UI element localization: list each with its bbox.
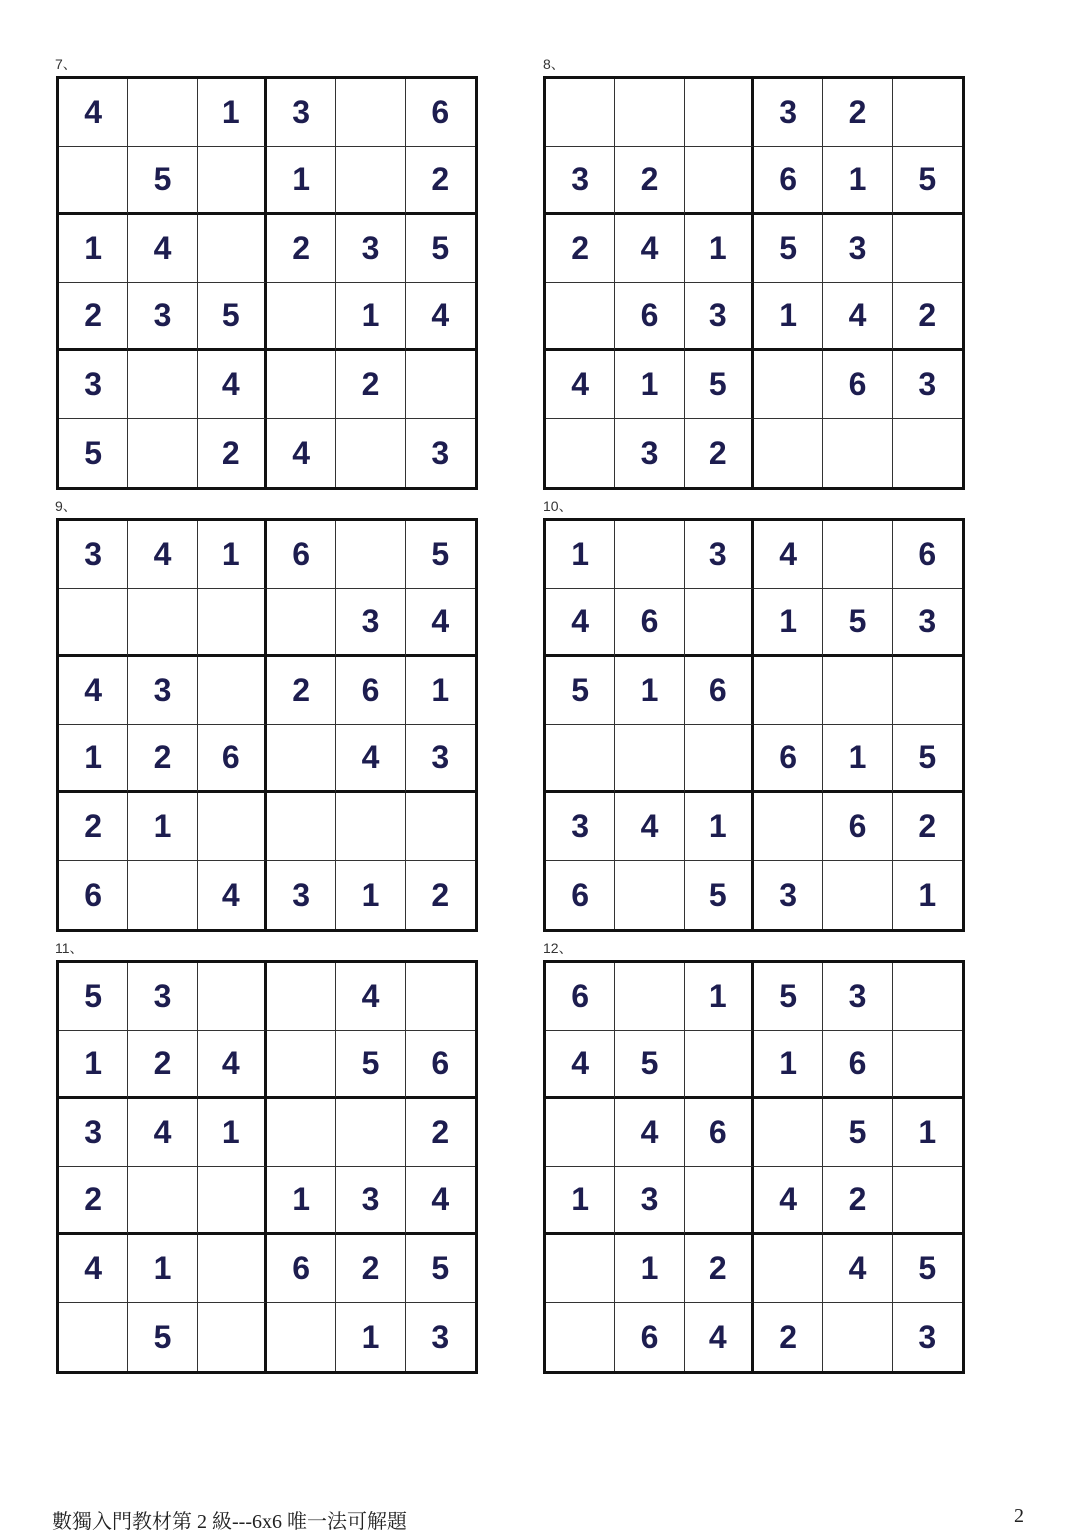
sudoku-cell [685, 589, 754, 657]
sudoku-cell: 4 [615, 793, 684, 861]
puzzle-label-10: 10、 [543, 498, 573, 514]
sudoku-cell [59, 589, 128, 657]
sudoku-cell [267, 1031, 336, 1099]
sudoku-cell: 2 [685, 1235, 754, 1303]
sudoku-cell [685, 147, 754, 215]
sudoku-cell: 1 [754, 283, 823, 351]
sudoku-cell [128, 419, 197, 487]
puzzle-label-12: 12、 [543, 940, 573, 956]
sudoku-cell: 6 [406, 1031, 475, 1099]
sudoku-cell [198, 589, 267, 657]
sudoku-cell [685, 1167, 754, 1235]
sudoku-cell: 5 [893, 147, 962, 215]
puzzle-label-9: 9、 [55, 498, 77, 514]
sudoku-cell: 5 [893, 725, 962, 793]
sudoku-cell: 1 [685, 215, 754, 283]
sudoku-grid-11 [56, 960, 478, 1374]
sudoku-cell [267, 793, 336, 861]
sudoku-cell: 1 [128, 793, 197, 861]
sudoku-cell: 3 [59, 521, 128, 589]
sudoku-cell: 4 [615, 215, 684, 283]
sudoku-cell: 1 [754, 1031, 823, 1099]
sudoku-cell: 5 [546, 657, 615, 725]
sudoku-cell [336, 1099, 405, 1167]
sudoku-cell: 4 [336, 963, 405, 1031]
sudoku-cell: 5 [59, 963, 128, 1031]
sudoku-cell [893, 1031, 962, 1099]
sudoku-cell [893, 79, 962, 147]
sudoku-cell: 3 [893, 351, 962, 419]
sudoku-cell [893, 419, 962, 487]
sudoku-cell: 4 [198, 1031, 267, 1099]
sudoku-cell: 3 [893, 589, 962, 657]
sudoku-cell: 2 [406, 147, 475, 215]
sudoku-cell: 5 [406, 1235, 475, 1303]
sudoku-cell: 6 [685, 657, 754, 725]
sudoku-cell [546, 1303, 615, 1371]
sudoku-cell: 1 [615, 1235, 684, 1303]
sudoku-cell: 3 [128, 963, 197, 1031]
sudoku-cell: 2 [431, 876, 450, 913]
sudoku-cell: 2 [128, 1031, 197, 1099]
sudoku-cell: 2 [754, 1303, 823, 1371]
sudoku-cell: 1 [546, 521, 615, 589]
sudoku-cell: 3 [128, 283, 197, 351]
sudoku-cell: 4 [198, 351, 267, 419]
sudoku-cell: 1 [754, 589, 823, 657]
sudoku-cell: 4 [406, 589, 475, 657]
sudoku-cell: 4 [754, 521, 823, 589]
sudoku-cell: 3 [59, 1099, 128, 1167]
sudoku-cell: 2 [267, 657, 336, 725]
sudoku-cell [823, 419, 892, 487]
sudoku-cell: 4 [615, 1099, 684, 1167]
sudoku-cell: 4 [406, 1167, 475, 1235]
sudoku-cell [59, 147, 128, 215]
sudoku-cell [128, 861, 197, 929]
sudoku-cell: 2 [406, 1099, 475, 1167]
sudoku-cell: 6 [685, 1099, 754, 1167]
sudoku-cell [546, 725, 615, 793]
sudoku-cell: 5 [685, 351, 754, 419]
sudoku-grid-12 [543, 960, 965, 1374]
sudoku-cell: 1 [546, 1167, 615, 1235]
sudoku-cell [198, 1235, 267, 1303]
sudoku-cell [267, 351, 336, 419]
sudoku-cell [615, 963, 684, 1031]
sudoku-cell: 1 [128, 1235, 197, 1303]
sudoku-cell: 1 [198, 79, 267, 147]
page-number: 2 [1014, 1505, 1024, 1527]
sudoku-cell [893, 215, 962, 283]
sudoku-cell: 1 [336, 861, 405, 929]
sudoku-cell: 6 [615, 1303, 684, 1371]
sudoku-cell: 3 [336, 589, 405, 657]
sudoku-cell [823, 657, 892, 725]
sudoku-cell [198, 1303, 267, 1371]
sudoku-cell [267, 1099, 336, 1167]
sudoku-cell [267, 283, 336, 351]
sudoku-cell: 5 [406, 215, 475, 283]
sudoku-cell [406, 351, 475, 419]
sudoku-cell: 3 [336, 215, 405, 283]
sudoku-cell: 5 [198, 283, 267, 351]
sudoku-cell: 4 [754, 1167, 823, 1235]
sudoku-cell: 5 [59, 419, 128, 487]
sudoku-cell: 6 [267, 1235, 336, 1303]
sudoku-cell: 5 [685, 861, 754, 929]
sudoku-cell: 3 [823, 963, 892, 1031]
sudoku-cell: 4 [546, 1031, 615, 1099]
sudoku-cell: 3 [431, 434, 450, 471]
sudoku-cell: 2 [59, 283, 128, 351]
sudoku-cell: 4 [685, 1303, 754, 1371]
sudoku-cell [336, 419, 405, 487]
sudoku-cell: 6 [406, 79, 475, 147]
sudoku-cell: 2 [336, 351, 405, 419]
sudoku-cell: 1 [59, 215, 128, 283]
sudoku-cell [615, 861, 684, 929]
sudoku-cell: 6 [615, 283, 684, 351]
sudoku-cell: 6 [823, 351, 892, 419]
sudoku-cell: 3 [267, 79, 336, 147]
sudoku-cell: 6 [615, 589, 684, 657]
sudoku-cell: 5 [823, 1099, 892, 1167]
sudoku-cell: 5 [823, 589, 892, 657]
sudoku-cell [267, 1303, 336, 1371]
sudoku-cell: 5 [754, 215, 823, 283]
sudoku-cell [198, 793, 267, 861]
sudoku-cell [336, 793, 405, 861]
sudoku-cell: 3 [615, 419, 684, 487]
sudoku-grid-7 [56, 76, 478, 490]
sudoku-cell [893, 963, 962, 1031]
sudoku-cell: 4 [546, 351, 615, 419]
sudoku-cell: 4 [336, 725, 405, 793]
sudoku-cell: 3 [754, 861, 823, 929]
sudoku-cell: 4 [406, 283, 475, 351]
sudoku-cell: 2 [546, 215, 615, 283]
sudoku-cell [754, 351, 823, 419]
sudoku-cell: 6 [546, 963, 615, 1031]
sudoku-cell [406, 963, 475, 1031]
sudoku-cell [615, 521, 684, 589]
sudoku-cell: 6 [336, 657, 405, 725]
sudoku-cell: 1 [685, 793, 754, 861]
sudoku-cell: 3 [918, 1318, 937, 1355]
sudoku-cell [754, 657, 823, 725]
puzzle-label-8: 8、 [543, 56, 565, 72]
sudoku-cell [336, 147, 405, 215]
sudoku-cell: 1 [918, 876, 937, 913]
sudoku-cell: 1 [59, 1031, 128, 1099]
sudoku-cell: 1 [823, 725, 892, 793]
sudoku-cell: 3 [431, 1318, 450, 1355]
sudoku-cell [198, 963, 267, 1031]
sudoku-cell: 3 [685, 521, 754, 589]
sudoku-cell [615, 79, 684, 147]
sudoku-cell: 2 [823, 79, 892, 147]
sudoku-cell [546, 1099, 615, 1167]
sudoku-cell: 6 [823, 793, 892, 861]
sudoku-cell [754, 1099, 823, 1167]
sudoku-cell: 6 [267, 521, 336, 589]
sudoku-cell [893, 1167, 962, 1235]
sudoku-grid-8 [543, 76, 965, 490]
sudoku-grid-9 [56, 518, 478, 932]
sudoku-cell: 2 [336, 1235, 405, 1303]
sudoku-cell: 3 [823, 215, 892, 283]
sudoku-cell: 2 [893, 793, 962, 861]
sudoku-cell [685, 79, 754, 147]
sudoku-cell: 6 [754, 147, 823, 215]
sudoku-cell: 5 [336, 1031, 405, 1099]
sudoku-cell [685, 1031, 754, 1099]
sudoku-cell [267, 725, 336, 793]
sudoku-cell [336, 521, 405, 589]
sudoku-cell: 6 [754, 725, 823, 793]
sudoku-cell: 2 [198, 419, 267, 487]
sudoku-cell: 1 [615, 657, 684, 725]
sudoku-cell: 5 [128, 147, 197, 215]
footer-title: 數獨入門教材第 2 級---6x6 唯一法可解題 [52, 1511, 407, 1533]
sudoku-cell: 4 [823, 283, 892, 351]
sudoku-cell [546, 419, 615, 487]
sudoku-cell: 2 [893, 283, 962, 351]
sudoku-cell [267, 589, 336, 657]
sudoku-cell: 2 [128, 725, 197, 793]
sudoku-cell: 5 [406, 521, 475, 589]
sudoku-cell [685, 725, 754, 793]
sudoku-cell: 3 [128, 657, 197, 725]
sudoku-cell [754, 793, 823, 861]
sudoku-cell: 5 [754, 963, 823, 1031]
sudoku-cell: 3 [336, 1167, 405, 1235]
sudoku-cell: 3 [546, 793, 615, 861]
sudoku-cell: 4 [267, 419, 336, 487]
sudoku-cell: 1 [267, 147, 336, 215]
sudoku-cell: 1 [198, 521, 267, 589]
sudoku-cell: 6 [198, 725, 267, 793]
sudoku-cell: 2 [59, 1167, 128, 1235]
sudoku-cell: 4 [128, 521, 197, 589]
sudoku-cell [128, 79, 197, 147]
sudoku-cell [406, 793, 475, 861]
sudoku-grid-10 [543, 518, 965, 932]
sudoku-cell: 3 [406, 725, 475, 793]
sudoku-cell: 6 [893, 521, 962, 589]
sudoku-cell [336, 79, 405, 147]
sudoku-cell [754, 1235, 823, 1303]
sudoku-cell: 2 [685, 419, 754, 487]
sudoku-cell: 3 [267, 861, 336, 929]
sudoku-cell [546, 283, 615, 351]
sudoku-cell [128, 351, 197, 419]
sudoku-cell: 1 [198, 1099, 267, 1167]
sudoku-cell [128, 1167, 197, 1235]
sudoku-cell: 4 [59, 657, 128, 725]
sudoku-cell [267, 963, 336, 1031]
sudoku-cell: 2 [615, 147, 684, 215]
sudoku-cell: 1 [336, 283, 405, 351]
sudoku-cell: 4 [59, 79, 128, 147]
sudoku-cell: 4 [546, 589, 615, 657]
sudoku-cell: 1 [615, 351, 684, 419]
sudoku-cell [546, 79, 615, 147]
sudoku-cell: 5 [615, 1031, 684, 1099]
sudoku-cell: 6 [59, 861, 128, 929]
sudoku-cell: 5 [128, 1303, 197, 1371]
sudoku-cell [823, 1303, 892, 1371]
sudoku-cell [823, 521, 892, 589]
sudoku-cell: 3 [754, 79, 823, 147]
sudoku-cell: 1 [406, 657, 475, 725]
sudoku-cell: 1 [685, 963, 754, 1031]
sudoku-cell: 1 [59, 725, 128, 793]
sudoku-cell: 3 [59, 351, 128, 419]
sudoku-cell: 6 [823, 1031, 892, 1099]
sudoku-cell [59, 1303, 128, 1371]
sudoku-cell: 4 [823, 1235, 892, 1303]
puzzle-label-7: 7、 [55, 56, 77, 72]
sudoku-cell [198, 147, 267, 215]
sudoku-cell: 4 [128, 215, 197, 283]
sudoku-cell: 5 [893, 1235, 962, 1303]
sudoku-cell: 1 [267, 1167, 336, 1235]
sudoku-cell: 3 [546, 147, 615, 215]
sudoku-cell: 3 [615, 1167, 684, 1235]
sudoku-cell: 2 [823, 1167, 892, 1235]
sudoku-cell [546, 1235, 615, 1303]
sudoku-cell [823, 861, 892, 929]
sudoku-cell: 4 [128, 1099, 197, 1167]
sudoku-cell: 1 [336, 1303, 405, 1371]
puzzle-label-11: 11、 [55, 940, 84, 956]
sudoku-cell [128, 589, 197, 657]
sudoku-cell: 4 [59, 1235, 128, 1303]
sudoku-cell: 3 [685, 283, 754, 351]
sudoku-cell: 1 [823, 147, 892, 215]
sudoku-cell: 4 [198, 861, 267, 929]
sudoku-cell [198, 215, 267, 283]
sudoku-cell [893, 657, 962, 725]
sudoku-cell [198, 657, 267, 725]
sudoku-cell: 1 [893, 1099, 962, 1167]
sudoku-cell [754, 419, 823, 487]
sudoku-cell [615, 725, 684, 793]
sudoku-cell: 2 [267, 215, 336, 283]
sudoku-cell: 2 [59, 793, 128, 861]
sudoku-cell: 6 [546, 861, 615, 929]
sudoku-cell [198, 1167, 267, 1235]
